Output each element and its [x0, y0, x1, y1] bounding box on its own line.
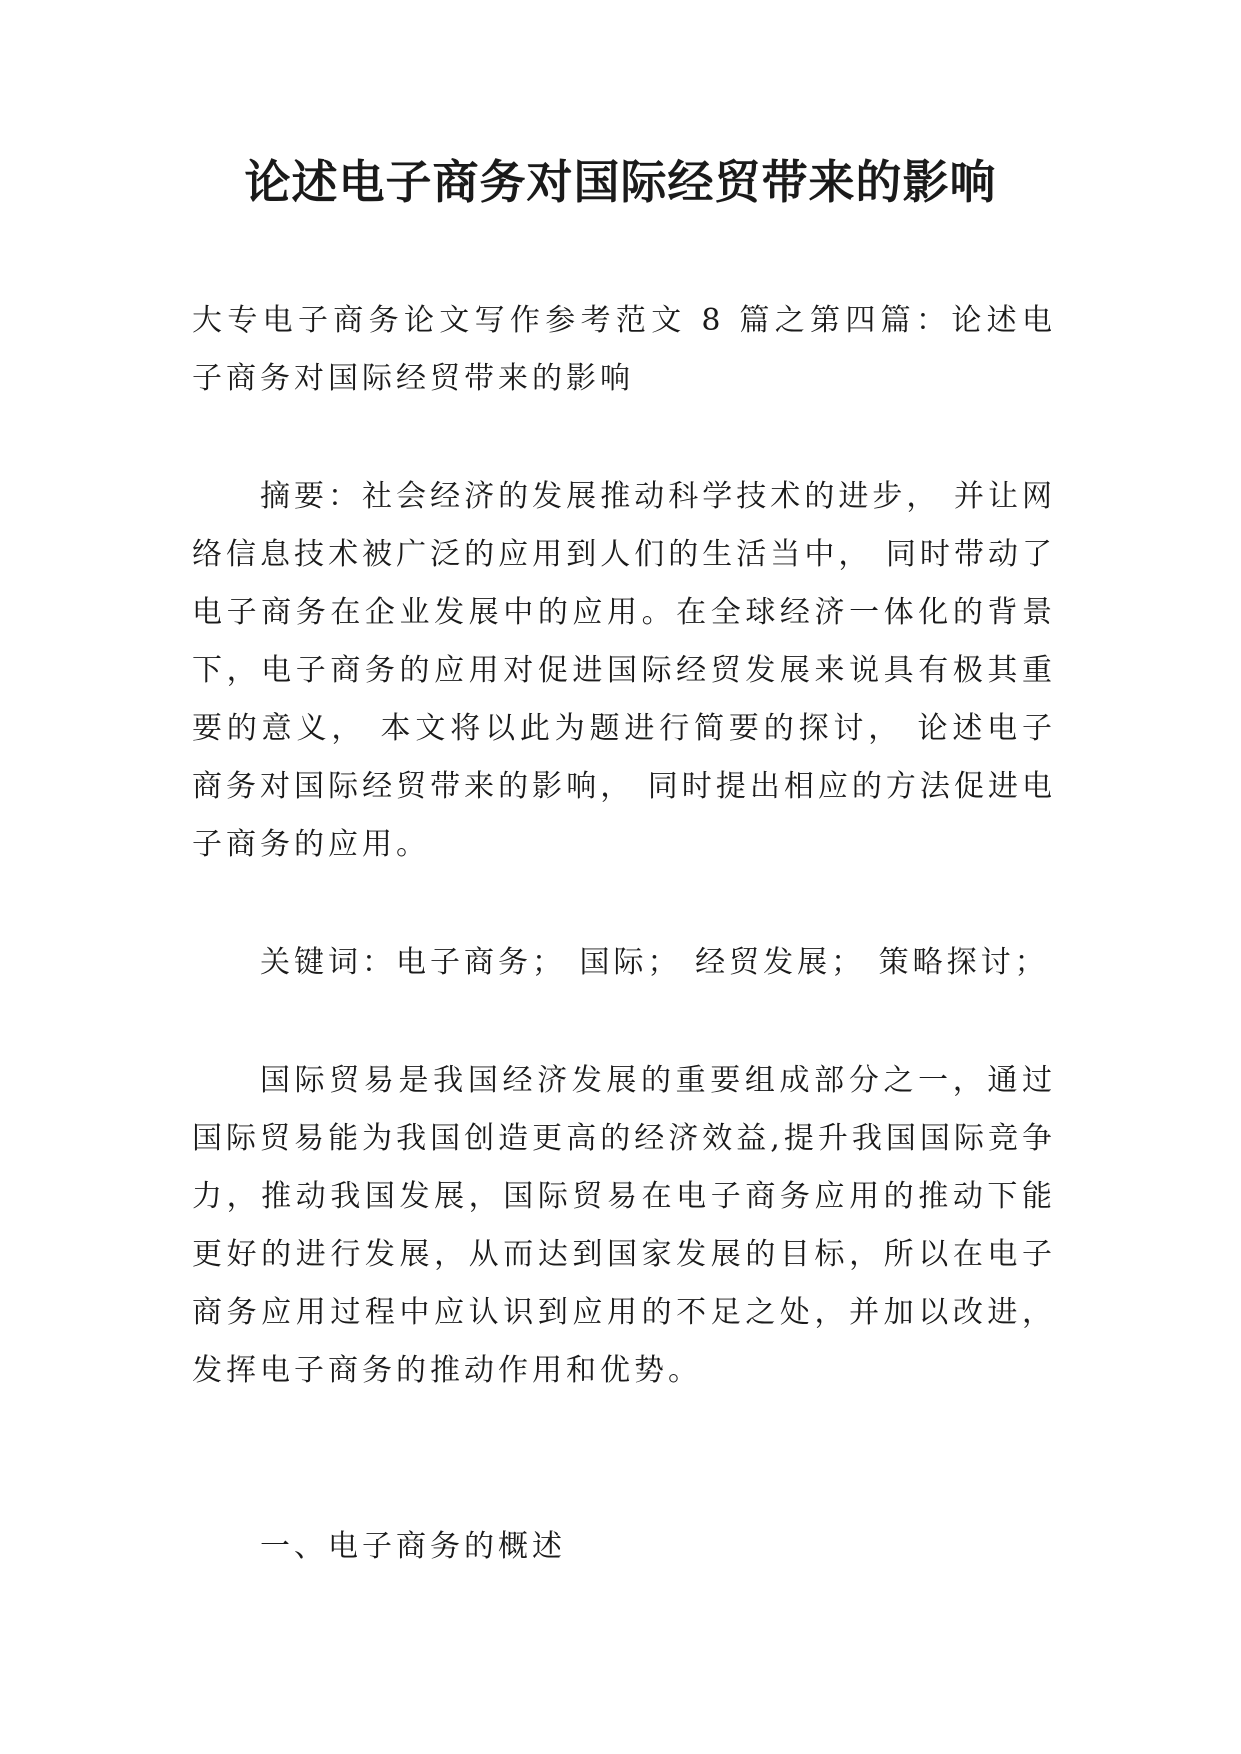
- intro-paragraph: 国际贸易是我国经济发展的重要组成部分之一，通过国际贸易能为我国创造更高的经济效益,提升我国国际竞争力，推动我国发展，国际贸易在电子商务应用的推动下能更好的进行发展，从而达到国家发展的目标，所以在电子商务应用过程中应认识到应用的不足之处，并加以改进，发挥电子商务的推动作用和优势。: [192, 1063, 1056, 1388]
- document-subtitle: 大专电子商务论文写作参考范文 8 篇之第四篇：论述电子商务对国际经贸带来的影响: [192, 303, 1056, 396]
- document-body: [192, 292, 1056, 1576]
- section-heading: 一、电子商务的概述: [260, 1529, 566, 1564]
- document-title: 论述电子商务对国际经贸带来的影响: [244, 155, 997, 209]
- keywords-paragraph: 关键词：电子商务； 国际； 经贸发展； 策略探讨；: [260, 945, 1049, 980]
- abstract-paragraph: 摘要：社会经济的发展推动科学技术的进步， 并让网络信息技术被广泛的应用到人们的生活当中， 同时带动了电子商务在企业发展中的应用。在全球经济一体化的背景下，电子商务的应用对促进国际经贸发展来说具有极其重要的意义， 本文将以此为题进行简要的探讨， 论述电子商务对国际经贸带来的影响， 同时提出相应的方法促进电子商务的应用。: [192, 479, 1056, 862]
